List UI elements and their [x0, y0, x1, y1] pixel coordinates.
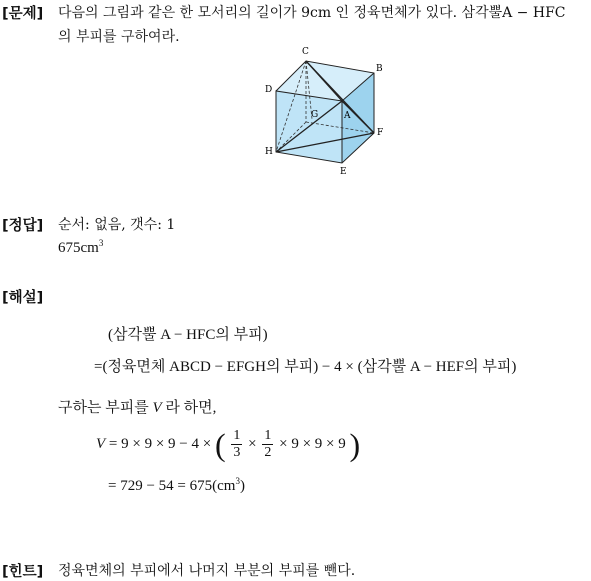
- solution-line1: (삼각뿔 A − HFC의 부피): [108, 327, 268, 343]
- label-G: G: [311, 110, 319, 120]
- label-F: F: [377, 128, 384, 138]
- problem-text-line1: 다음의 그림과 같은 한 모서리의 길이가 9cm 인 정육면체가 있다. 삼각뿔A − HFC: [58, 5, 566, 21]
- label-B: B: [376, 64, 383, 74]
- equation-2: = $729 - 54 = 675(cm^3)$: [108, 476, 245, 494]
- hint-tag: [힌트]: [2, 564, 44, 580]
- answer-tag: [정답]: [2, 218, 44, 234]
- label-H: H: [265, 147, 273, 157]
- fraction-one-half: $\frac{1}{2}$: [264, 428, 272, 460]
- answer-value: $675cm^3$: [58, 238, 104, 256]
- answer-info: 순서: 없음, 갯수: 1: [58, 217, 176, 233]
- label-A: A: [344, 111, 351, 121]
- cube-figure: [258, 44, 392, 178]
- equation-1: V = 9 × 9 × 9 − 4 × ( $\frac{1}{3}$ × $\frac{1}{2}$ × 9 × 9 × 9 ): [96, 426, 361, 463]
- problem-tag: [문제]: [2, 6, 44, 22]
- solution-line3: 구하는 부피를 V 라 하면,: [58, 400, 217, 416]
- solution-tag: [해설]: [2, 290, 44, 306]
- label-C: C: [302, 47, 309, 57]
- fraction-one-third: $\frac{1}{3}$: [233, 428, 241, 460]
- label-D: D: [265, 85, 273, 95]
- label-E: E: [340, 167, 347, 177]
- hint-text: 정육면체의 부피에서 나머지 부분의 부피를 뺀다.: [58, 563, 356, 579]
- solution-line2: =(정육면체 ABCD − EFGH의 부피) − 4 × (삼각뿔 A − HEF의 부피): [94, 359, 517, 375]
- problem-text-line2: 의 부피를 구하여라.: [58, 29, 180, 45]
